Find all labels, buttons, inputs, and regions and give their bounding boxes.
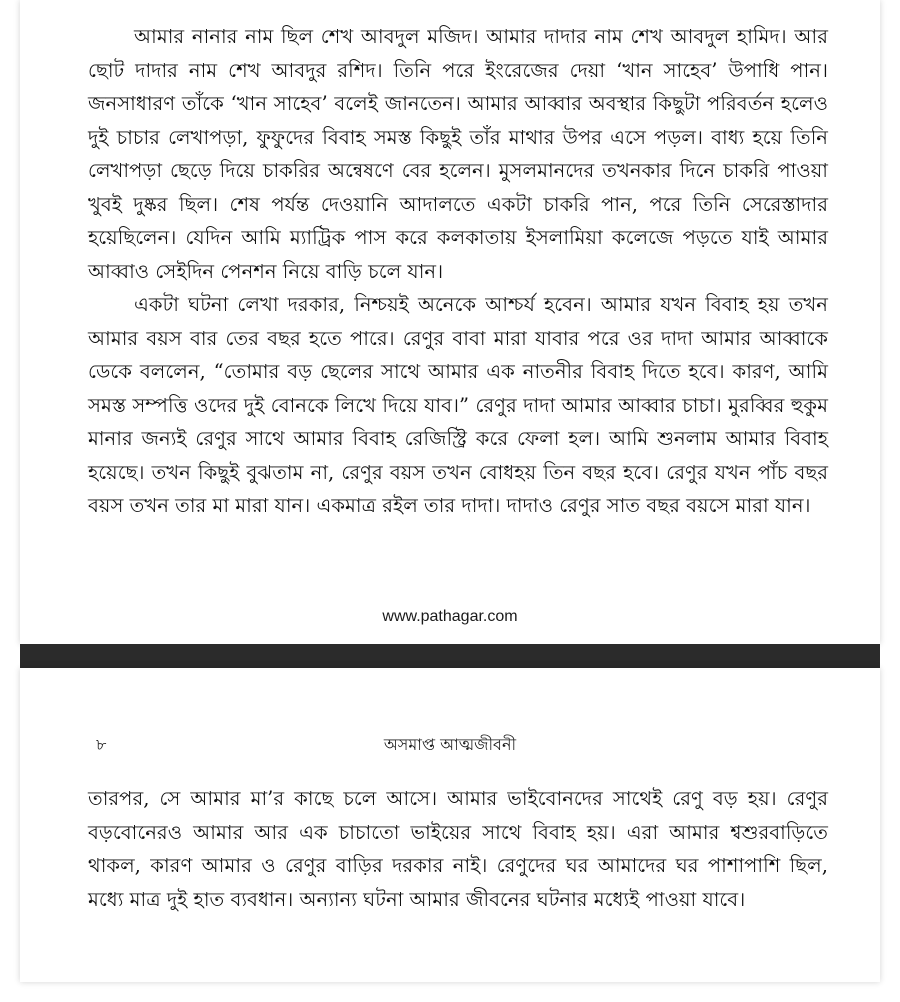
page-divider [20,644,880,668]
paragraph: আমার নানার নাম ছিল শেখ আবদুল মজিদ। আমার দাদার নাম শেখ আবদুল হামিদ। আর ছোট দাদার নাম শেখ আবদুর রশিদ। তিনি পরে ইংরেজের দেয়া ‘খান সাহেব’ উপাধি পান। জনসাধারণ তাঁকে ‘খান সাহেব’ বলেই জানতেন। আমার আব্বার অবস্থার কিছুটা পরিবর্তন হলেও দুই চাচার লেখাপড়া, ফুফুদের বিবাহ সমস্ত কিছুই তাঁর মাথার উপর এসে পড়ল। বাধ্য হয়ে তিনি লেখাপড়া ছেড়ে দিয়ে চাকরির অন্বেষণে বের হলেন। মুসলমানদের তখনকার দিনে চাকরি পাওয়া খুবই দুষ্কর ছিল। শেষ পর্যন্ত দেওয়ানি আদালতে একটা চাকরি পান, পরে তিনি সেরেস্তাদার হয়েছিলেন। যেদিন আমি ম্যাট্রিক পাস করে কলকাতায় ইসলামিয়া কলেজে পড়তে যাই আমার আব্বাও সেইদিন পেনশন নিয়ে বাড়ি চলে যান। [88,25,828,283]
running-header [20,732,880,756]
paragraph: একটা ঘটনা লেখা দরকার, নিশ্চয়ই অনেকে আশ্চর্য হবেন। আমার যখন বিবাহ হয় তখন আমার বয়স বার তের বছর হতে পারে। রেণুর বাবা মারা যাবার পরে ওর দাদা আমার আব্বাকে ডেকে বললেন, “তোমার বড় ছেলের সাথে আমার এক নাতনীর বিবাহ দিতে হবে। কারণ, আমি সমস্ত সম্পত্তি ওদের দুই বোনকে লিখে দিয়ে যাব।” রেণুর দাদা আমার আব্বার চাচা। মুরব্বির হুকুম মানার জন্যই রেণুর সাথে আমার বিবাহ রেজিস্ট্রি করে ফেলা হল। আমি শুনলাম আমার বিবাহ হয়েছে। তখন কিছুই বুঝতাম না, রেণুর বয়স তখন বোধহয় তিন বছর হবে। রেণুর যখন পাঁচ বছর বয়স তখন তার মা মারা যান। একমাত্র রইল তার দাদা। দাদাও রেণুর সাত বছর বয়সে মারা যান। [88,293,828,517]
footer-url[interactable]: www.pathagar.com [382,608,518,625]
book-title: অসমাপ্ত আত্মজীবনী [383,735,517,754]
paragraph: তারপর, সে আমার মা’র কাছে চলে আসে। আমার ভাইবোনদের সাথেই রেণু বড় হয়। রেণুর বড়বোনেরও আমার আর এক চাচাতো ভাইয়ের সাথে বিবাহ হয়। এরা আমার শ্বশুরবাড়িতে থাকল, কারণ আমার ও রেণুর বাড়ির দরকার নাই। রেণুদের ঘর আমাদের ঘর পাশাপাশি ছিল, মধ্যে মাত্র দুই হাত ব্যবধান। অন্যান্য ঘটনা আমার জীবনের ঘটনার মধ্যেই পাওয়া যাবে। [88,787,828,911]
bottom-page [20,668,880,982]
top-page-body [88,20,828,523]
top-page [20,0,880,644]
page-number: ৮ [96,735,107,754]
bottom-page-body [88,782,828,916]
